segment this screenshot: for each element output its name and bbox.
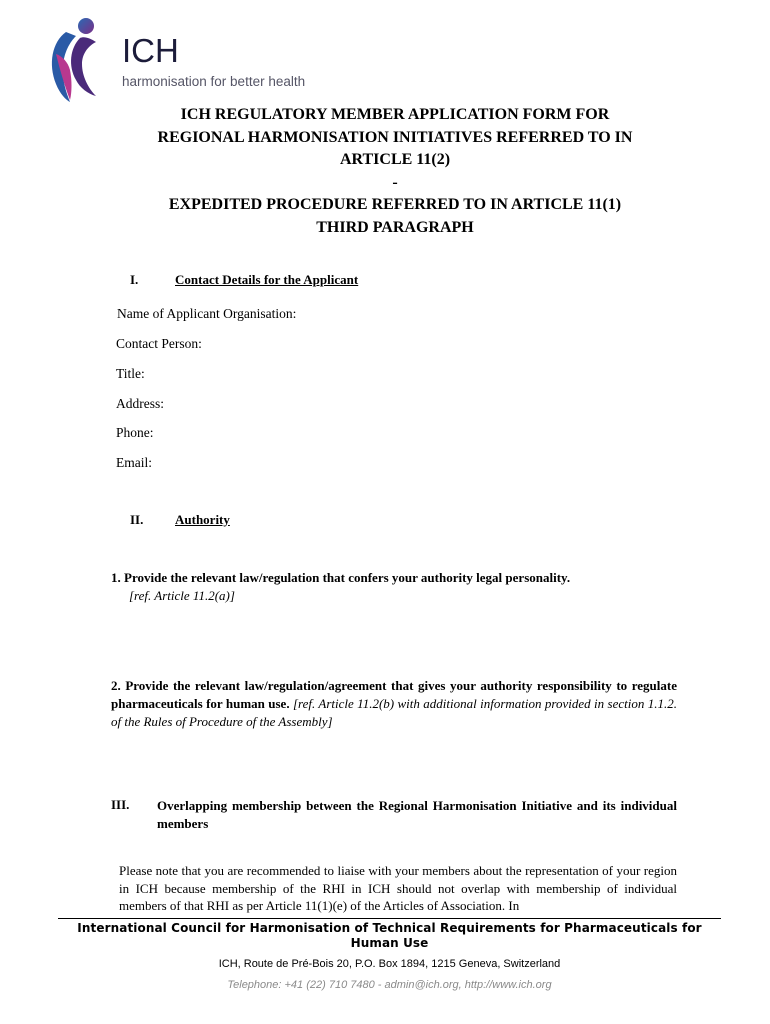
question-1-text: 1. Provide the relevant law/regulation that confers your authority legal personality. xyxy=(111,570,571,585)
title-line-3: ARTICLE 11(2) xyxy=(339,151,451,168)
document-title xyxy=(100,104,690,239)
footer-organisation: International Council for Harmonisation of Technical Requirements for Pharmaceuticals for Human Use xyxy=(77,921,702,950)
field-address: Address: xyxy=(116,396,164,411)
section-3-heading: Overlapping membership between the Regional Harmonisation Initiative and its individual members xyxy=(157,798,677,831)
question-2-text: 2. Provide the relevant law/regulation/agreement that gives your authority responsibility to regulate pharmaceuticals for human use. xyxy=(111,678,677,711)
field-phone: Phone: xyxy=(116,425,154,440)
section-2-heading: Authority xyxy=(175,512,230,527)
ich-logo-figure-icon xyxy=(46,14,122,106)
field-contact-person: Contact Person: xyxy=(116,336,202,351)
field-title: Title: xyxy=(116,366,145,381)
logo-tagline: harmonisation for better health xyxy=(122,74,306,89)
title-separator: - xyxy=(392,173,398,191)
title-line-1: ICH REGULATORY MEMBER APPLICATION FORM FOR xyxy=(180,106,610,123)
question-1 xyxy=(111,569,691,605)
footer-divider xyxy=(58,918,721,919)
title-line-4: EXPEDITED PROCEDURE REFERRED TO IN ARTICLE 11(1) xyxy=(168,196,622,213)
field-email: Email: xyxy=(116,455,152,470)
footer-contact: Telephone: +41 (22) 710 7480 - admin@ich.org, http://www.ich.org xyxy=(227,979,552,991)
ich-logo xyxy=(46,14,316,106)
question-2 xyxy=(111,677,677,731)
question-1-ref: [ref. Article 11.2(a)] xyxy=(129,588,235,603)
section-3-paragraph: Please note that you are recommended to liaise with your members about the representation of your region in ICH because membership of the RHI in ICH should not overlap with membership of individual members of that RHI as per Article 11(1)(e) of the Articles of Association. In xyxy=(119,863,677,913)
section-2-number: II. xyxy=(130,512,144,527)
field-organisation-name: Name of Applicant Organisation: xyxy=(117,306,297,321)
section-3-number: III. xyxy=(111,797,130,812)
footer-address: ICH, Route de Pré-Bois 20, P.O. Box 1894, 1215 Geneva, Switzerland xyxy=(218,958,561,970)
logo-wordmark: ICH xyxy=(122,32,179,69)
title-line-2: REGIONAL HARMONISATION INITIATIVES REFERRED TO IN xyxy=(157,128,633,146)
title-line-5: THIRD PARAGRAPH xyxy=(316,218,474,236)
section-1-heading: Contact Details for the Applicant xyxy=(175,272,359,287)
section-1-number: I. xyxy=(130,272,139,287)
question-2-ref: [ref. Article 11.2(b) with additional information provided in section 1.1.2. of the Rules of Procedure of the Assembly] xyxy=(111,696,677,729)
